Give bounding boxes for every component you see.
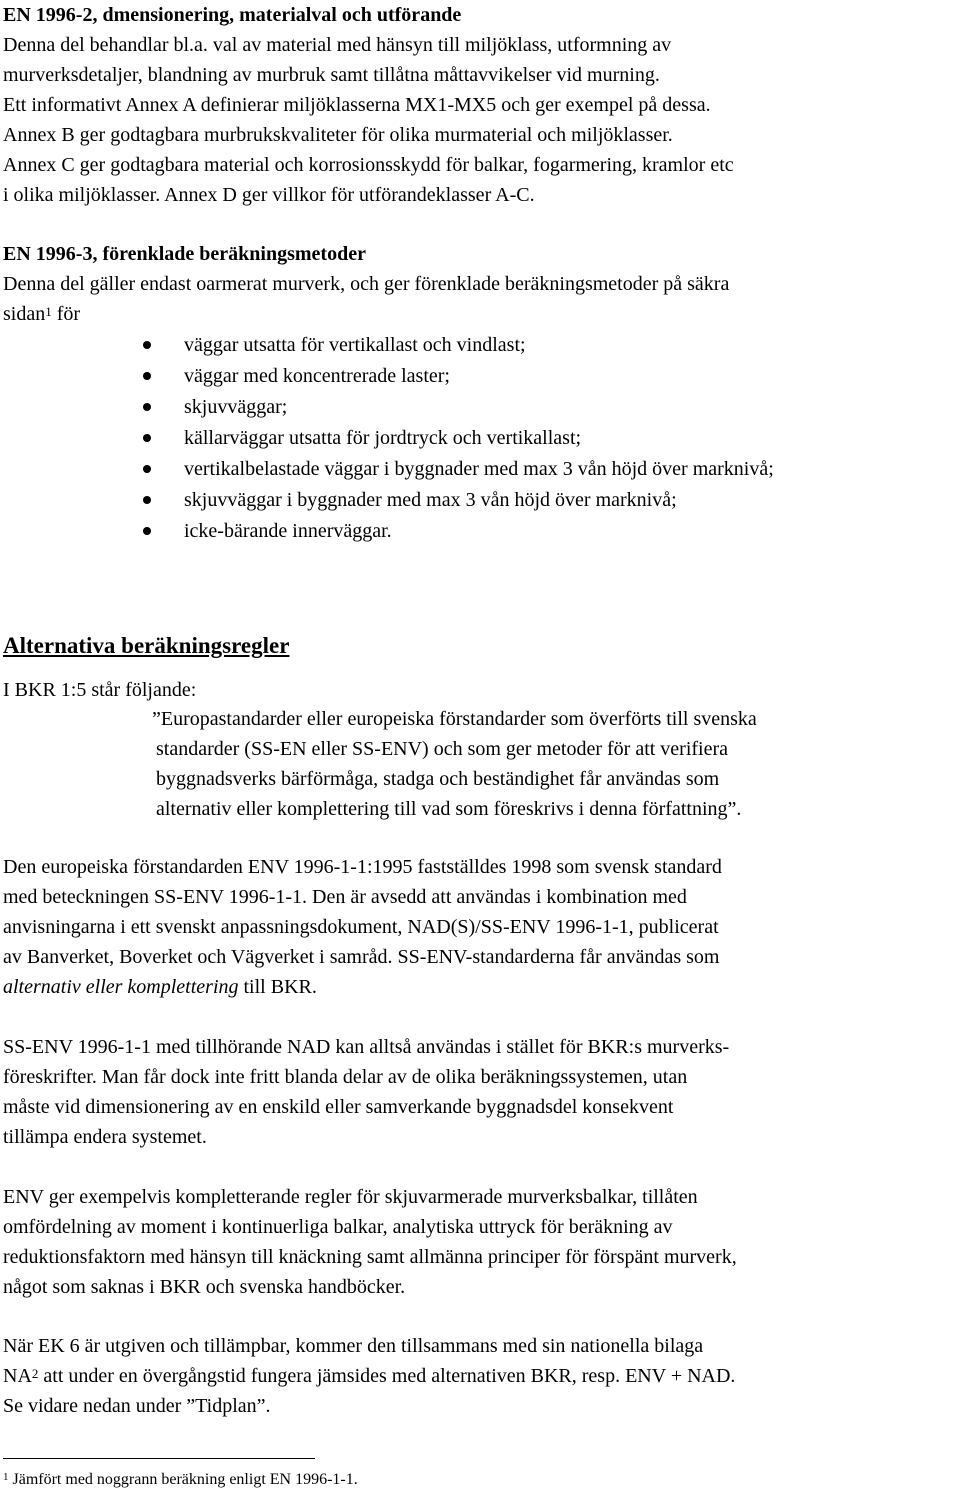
text-line: reduktionsfaktorn med hänsyn till knäckning samt allmänna principer för förspänt murverk, (3, 1246, 737, 1268)
footnote (3, 1466, 358, 1494)
text-line: av Banverket, Boverket och Vägverket i samråd. SS-ENV-standarderna får användas som (3, 946, 720, 968)
text-line: med beteckningen SS-ENV 1996-1-1. Den är avsedd att användas i kombination med (3, 886, 687, 908)
text-line: När EK 6 är utgiven och tillämpbar, kommer den tillsammans med sin nationella bilaga (3, 1335, 704, 1357)
text-line: murverksdetaljer, blandning av murbruk samt tillåtna måttavvikelser vid murning. (3, 64, 660, 86)
footnote-ref: 1 (45, 304, 52, 319)
quote-line: ”Europastandarder eller europeiska förstandarder som överförts till svenska (152, 708, 757, 730)
list-item-text: väggar utsatta för vertikallast och vindlast; (184, 334, 526, 356)
text-line: tillämpa endera systemet. (3, 1126, 207, 1148)
list-item-text: källarväggar utsatta för jordtryck och vertikallast; (184, 427, 582, 449)
text-line: Denna del gäller endast oarmerat murverk, och ger förenklade beräkningsmetoder på säkra (3, 273, 730, 295)
paragraph-env-rules (3, 1182, 955, 1302)
section-heading-en-1996-2: EN 1996-2, dmensionering, materialval och utförande (3, 4, 462, 26)
superscript: 2 (31, 1366, 39, 1381)
text-line: SS-ENV 1996-1-1 med tillhörande NAD kan alltså användas i stället för BKR:s murverks- (3, 1036, 730, 1058)
list-item-text: skjuvväggar; (184, 396, 288, 418)
text-line: föreskrifter. Man får dock inte fritt blanda delar av de olika beräkningssystemen, utan (3, 1066, 688, 1088)
list-item-text: icke-bärande innerväggar. (184, 520, 392, 542)
text-line (3, 972, 955, 1002)
italic-emphasis: alternativ eller komplettering (3, 976, 239, 998)
bullet-icon (143, 403, 151, 411)
bullet-icon (143, 372, 151, 380)
bullet-icon (143, 527, 151, 535)
text-line: anvisningarna i ett svenskt anpassningsdokument, NAD(S)/SS-ENV 1996-1-1, publicerat (3, 916, 719, 938)
text-line: i olika miljöklasser. Annex D ger villkor för utförandeklasser A-C. (3, 184, 535, 206)
text-line: måste vid dimensionering av en enskild eller samverkande byggnadsdel konsekvent (3, 1096, 674, 1118)
text-fragment: NA (3, 1365, 32, 1387)
text-fragment: sidan (3, 303, 46, 325)
bullet-icon (143, 341, 151, 349)
list-item-text: väggar med koncentrerade laster; (184, 365, 450, 387)
quote-line: standarder (SS-EN eller SS-ENV) och som ger metoder för att verifiera (156, 738, 729, 760)
text-line: Den europeiska förstandarden ENV 1996-1-1:1995 fastställdes 1998 som svensk standard (3, 856, 722, 878)
footnote-text: Jämfört med noggrann beräkning enligt EN 1996-1-1. (8, 1471, 358, 1488)
heading-alternativa-berakningsregler: Alternativa beräkningsregler (3, 633, 290, 659)
footnote-divider (3, 1458, 315, 1459)
text-fragment: till BKR. (238, 976, 317, 998)
text-fragment: att under en övergångstid fungera jämsides med alternativen BKR, resp. ENV + NAD. (38, 1365, 736, 1387)
paragraph-env-1996 (3, 852, 955, 1002)
text-line: Ett informativt Annex A definierar miljöklasserna MX1-MX5 och ger exempel på dessa. (3, 94, 711, 116)
bullet-icon (143, 434, 151, 442)
text-line (3, 1361, 955, 1391)
text-line: Se vidare nedan under ”Tidplan”. (3, 1395, 271, 1417)
text-line: omfördelning av moment i kontinuerliga balkar, analytiska uttryck för beräkning av (3, 1216, 673, 1238)
text-line: Denna del behandlar bl.a. val av material med hänsyn till miljöklass, utformning av (3, 34, 672, 56)
paragraph-nad-usage (3, 1032, 955, 1152)
bkr-quote (152, 704, 952, 824)
text-line: Annex B ger godtagbara murbrukskvaliteter för olika murmaterial och miljöklasser. (3, 124, 673, 146)
text-line: ENV ger exempelvis kompletterande regler för skjuvarmerade murverksbalkar, tillåten (3, 1186, 698, 1208)
text-line (3, 299, 955, 329)
quote-intro: I BKR 1:5 står följande: (3, 679, 197, 701)
footnote-number: 1 (3, 1471, 9, 1483)
list-item-text: vertikalbelastade väggar i byggnader med max 3 vån höjd över marknivå; (184, 458, 774, 480)
quote-line: byggnadsverks bärförmåga, stadga och beständighet får användas som (156, 768, 720, 790)
text-line: Annex C ger godtagbara material och korrosionsskydd för balkar, fogarmering, kramlor etc (3, 154, 734, 176)
section-heading-en-1996-3: EN 1996-3, förenklade beräkningsmetoder (3, 243, 366, 265)
section-en-1996-2 (3, 0, 955, 210)
text-line: något som saknas i BKR och svenska handböcker. (3, 1276, 406, 1298)
text-fragment: för (56, 303, 81, 325)
quote-line: alternativ eller komplettering till vad som föreskrivs i denna författning”. (156, 798, 742, 820)
section-en-1996-3 (3, 239, 955, 329)
bullet-icon (143, 496, 151, 504)
list-item-text: skjuvväggar i byggnader med max 3 vån höjd över marknivå; (184, 489, 677, 511)
paragraph-ek6 (3, 1331, 955, 1421)
bullet-icon (143, 465, 151, 473)
